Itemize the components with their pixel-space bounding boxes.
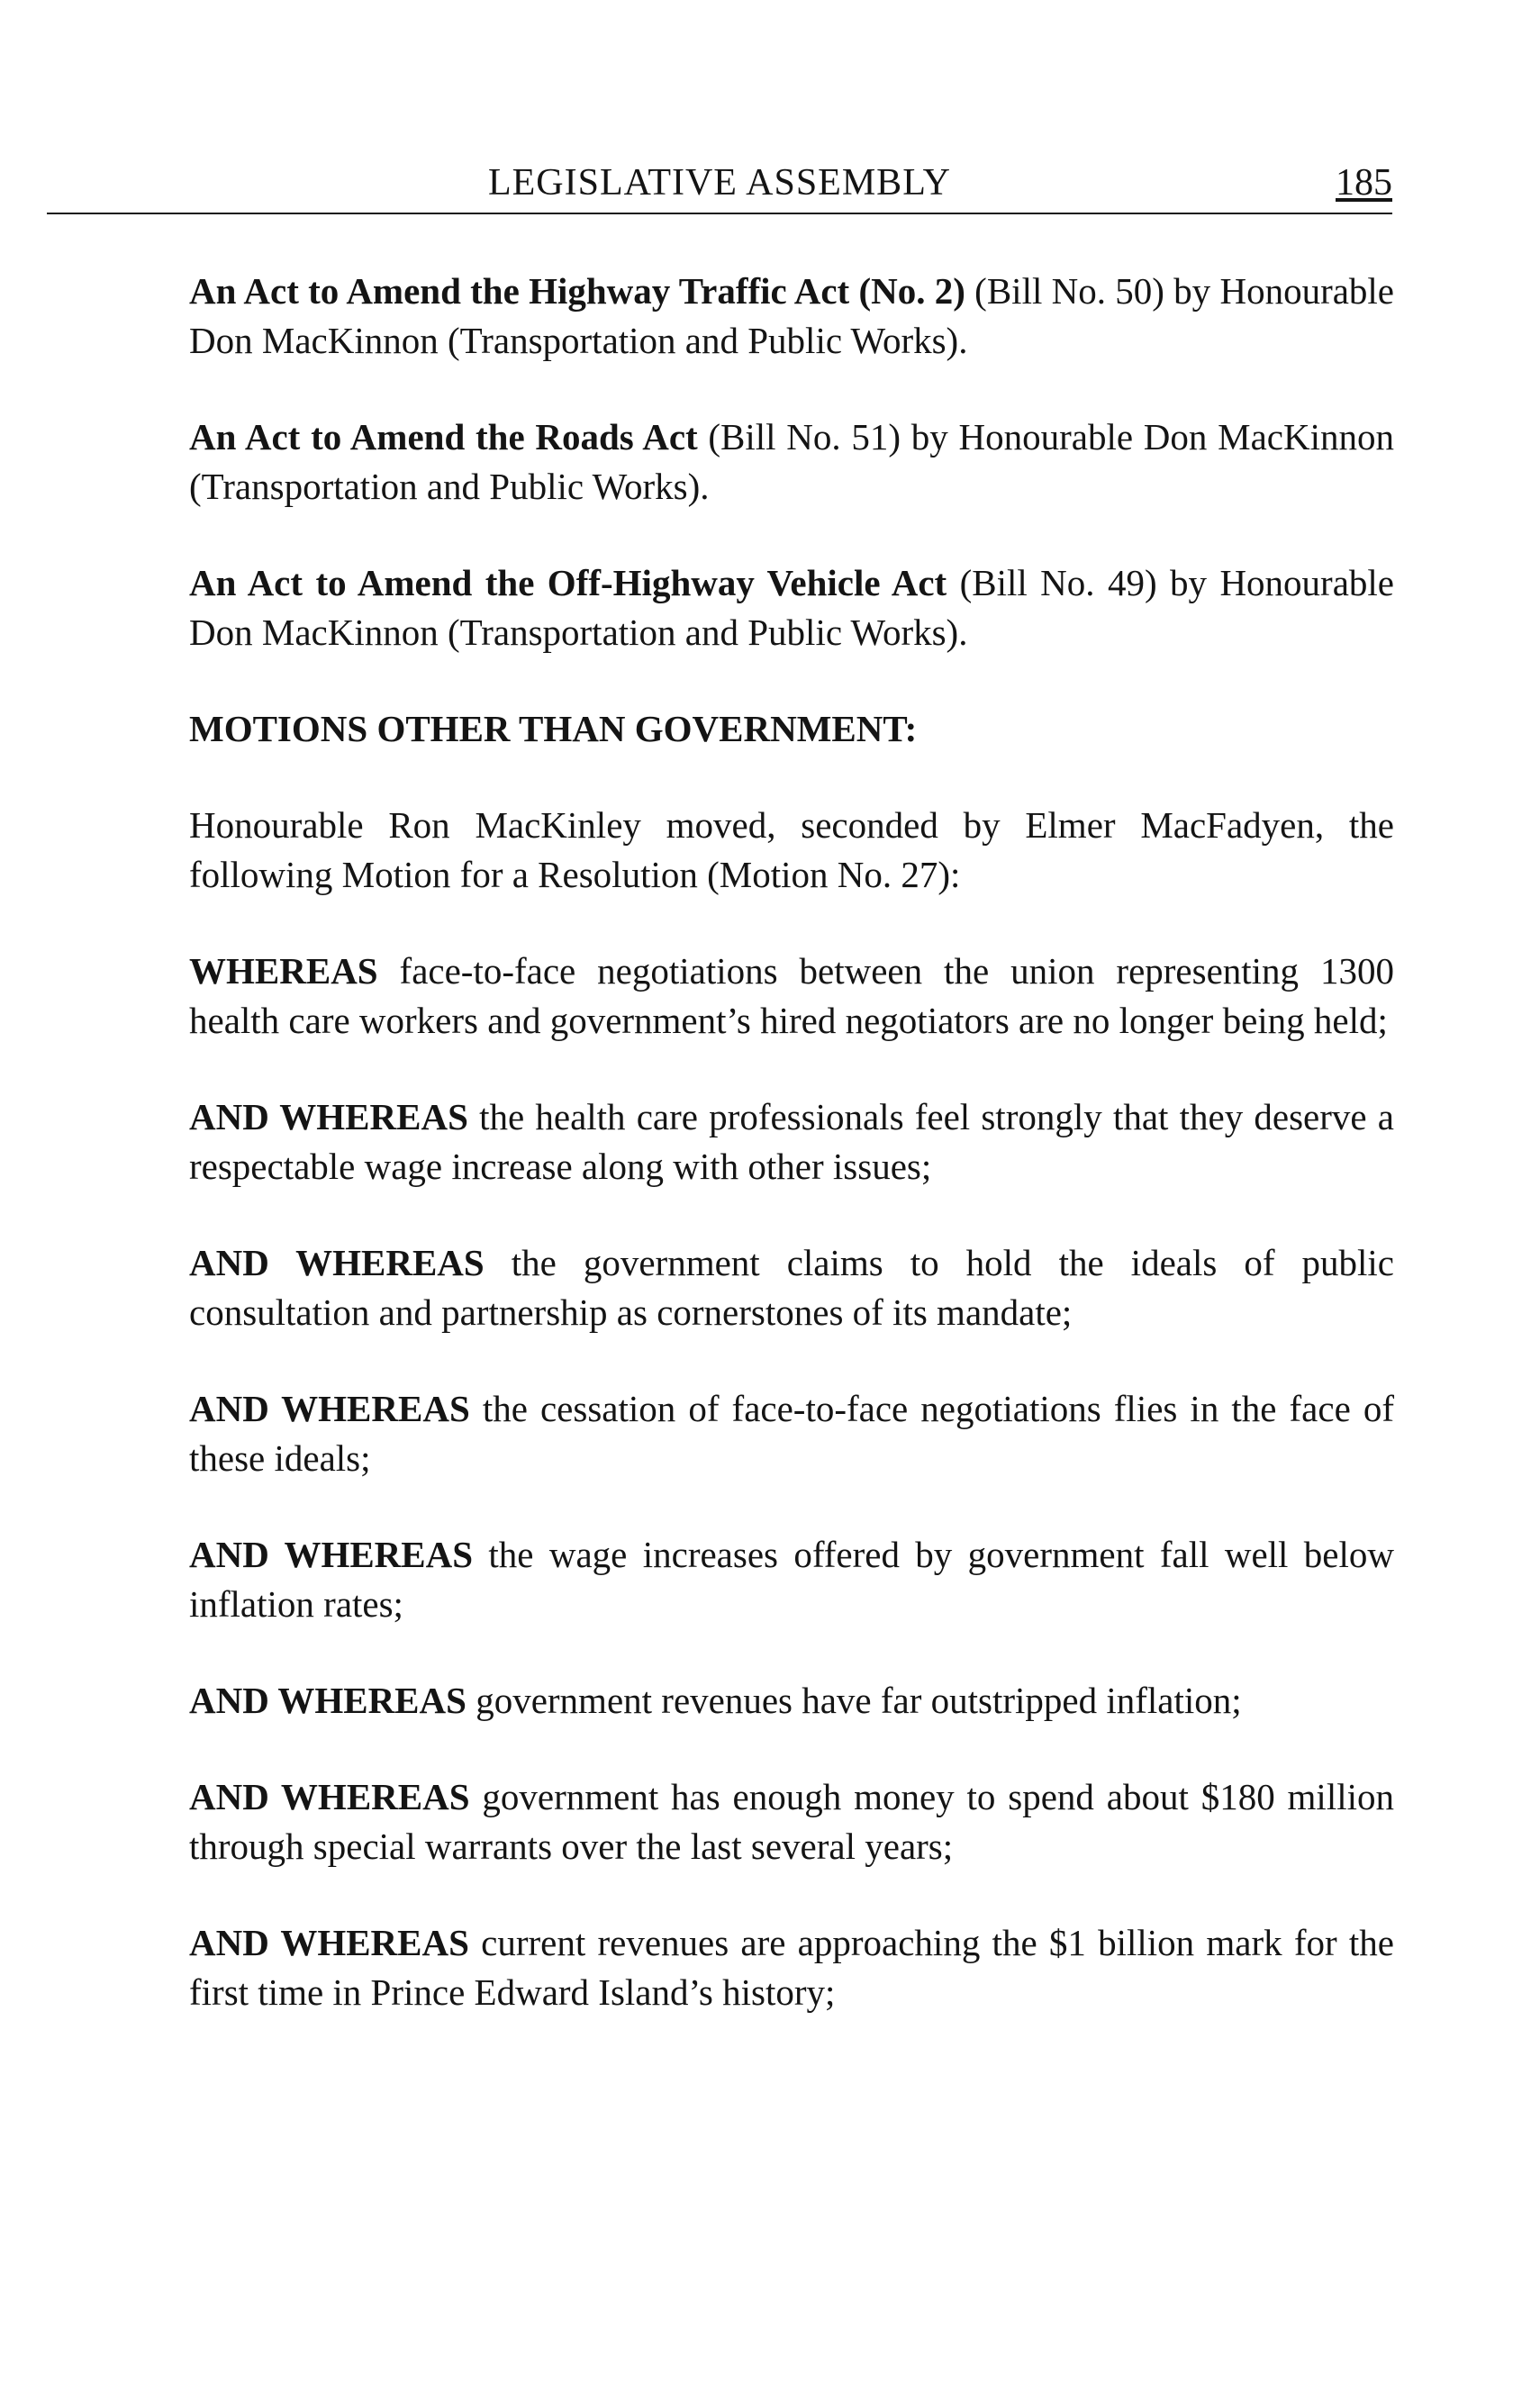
bill-title: An Act to Amend the Roads Act [189, 416, 698, 458]
clause-text: the government claims to hold the ideals of public consultation and partnership as cornerstones of its mandate; [189, 1242, 1394, 1333]
bill-details: (Bill No. 50) by Honourable Don MacKinnon (Transportation and Public Works). [189, 270, 1395, 361]
bill-entry [189, 558, 1394, 657]
running-header [47, 155, 1392, 214]
clause-text: government revenues have far outstripped inflation; [466, 1680, 1242, 1721]
bill-details: (Bill No. 49) by Honourable Don MacKinnon (Transportation and Public Works). [189, 562, 1394, 653]
page-number: 185 [1336, 162, 1392, 204]
clause-text: current revenues are approaching the $1 billion mark for the first time in Prince Edward Island’s history; [189, 1922, 1394, 2013]
whereas-clause [189, 1384, 1394, 1483]
clause-lead: AND WHEREAS [189, 1534, 474, 1575]
clause-lead: AND WHEREAS [189, 1242, 485, 1283]
motion-intro: Honourable Ron MacKinley moved, seconded by Elmer MacFadyen, the following Motion for a Resolution (Motion No. 27): [189, 804, 1394, 895]
clause-lead: AND WHEREAS [189, 1388, 470, 1429]
clause-text: the wage increases offered by government fall well below inflation rates; [189, 1534, 1394, 1625]
running-title: LEGISLATIVE ASSEMBLY [488, 162, 951, 204]
clause-lead: AND WHEREAS [189, 1096, 468, 1137]
clause-lead: AND WHEREAS [189, 1680, 467, 1721]
whereas-clause [189, 1530, 1394, 1629]
whereas-clause [189, 1676, 1394, 1726]
whereas-clause [189, 1918, 1394, 2017]
clause-text: the health care professionals feel strongly that they deserve a respectable wage increase along with other issues; [189, 1096, 1394, 1187]
clause-text: the cessation of face-to-face negotiations flies in the face of these ideals; [189, 1388, 1394, 1479]
clause-lead: AND WHEREAS [189, 1922, 469, 1963]
clause-lead: AND WHEREAS [189, 1776, 470, 1817]
whereas-clause [189, 947, 1394, 1046]
bill-details: (Bill No. 51) by Honourable Don MacKinnon (Transportation and Public Works). [189, 416, 1394, 507]
clause-text: government has enough money to spend about $180 million through special warrants over the last several years; [189, 1776, 1394, 1867]
bill-title: An Act to Amend the Highway Traffic Act (No. 2) [189, 270, 965, 312]
whereas-clause [189, 1238, 1394, 1337]
whereas-clause [189, 1772, 1394, 1871]
bill-entry [189, 267, 1394, 366]
clause-text: face-to-face negotiations between the union representing 1300 health care workers and government’s hired negotiators are no longer being held; [189, 950, 1394, 1041]
clause-lead: WHEREAS [189, 950, 378, 992]
whereas-clause [189, 1092, 1394, 1191]
bill-title: An Act to Amend the Off-Highway Vehicle Act [189, 562, 947, 603]
section-heading: MOTIONS OTHER THAN GOVERNMENT: [189, 708, 918, 749]
page-body [189, 267, 1394, 2064]
bill-entry [189, 412, 1394, 512]
